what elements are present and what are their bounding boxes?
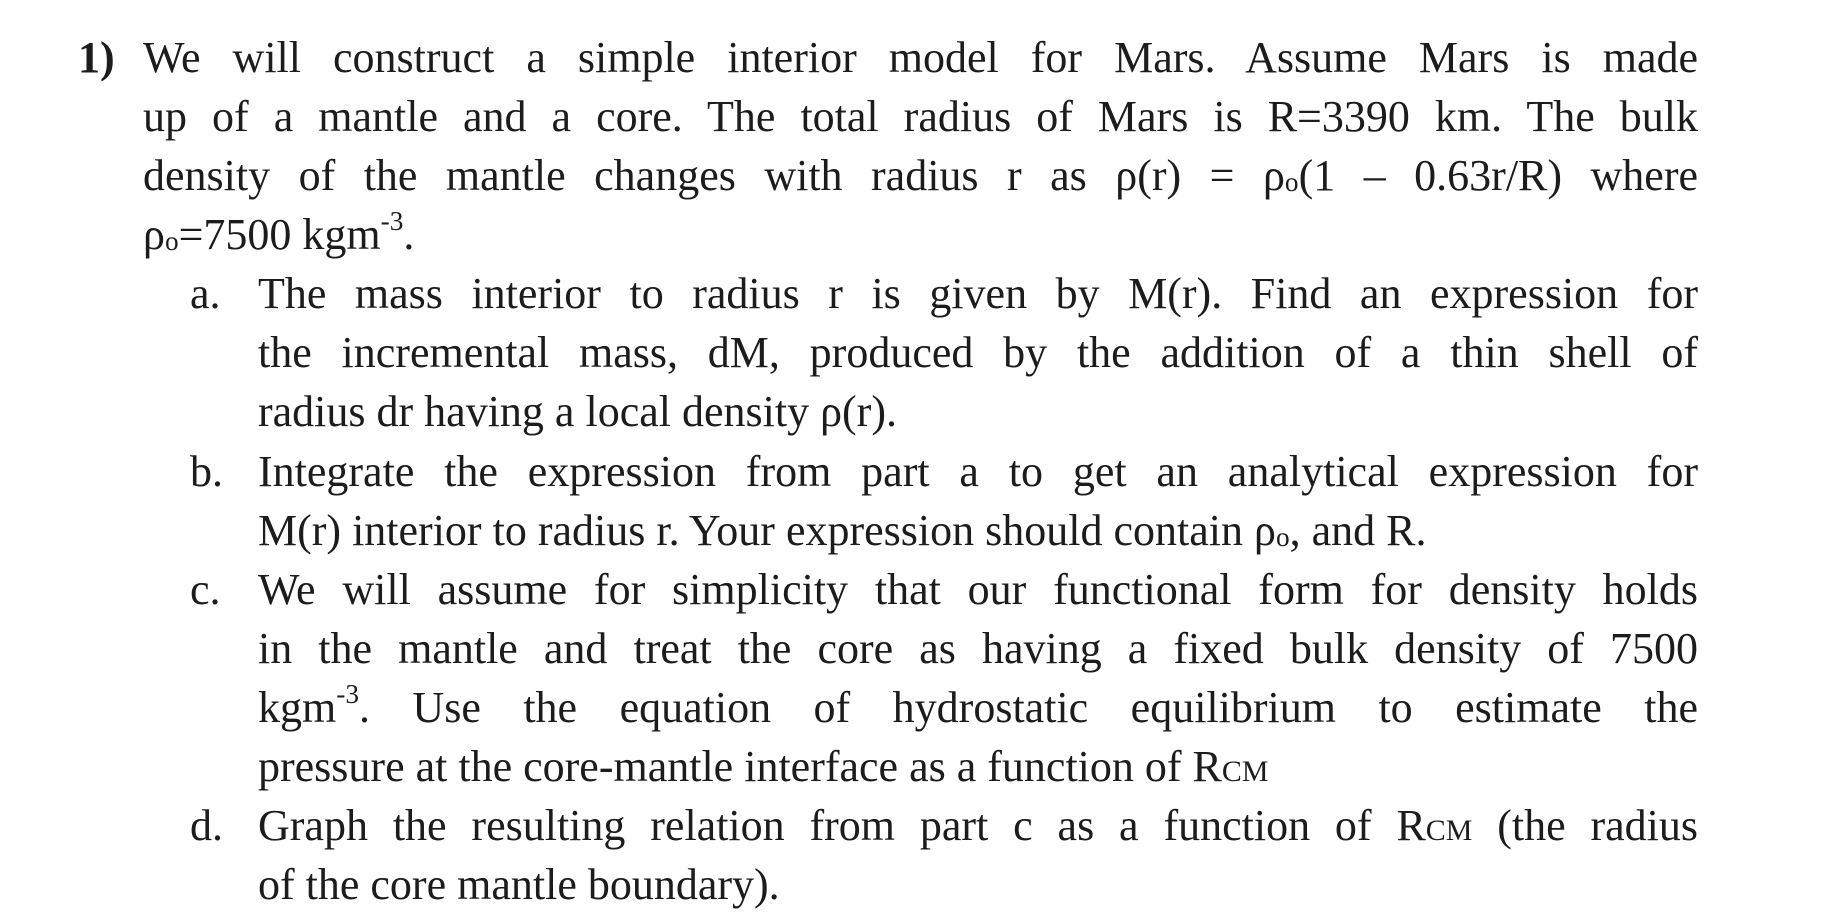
part-a-label: a. — [190, 269, 221, 318]
part-d-label: d. — [190, 801, 223, 850]
rho-subscript: o — [164, 226, 179, 257]
unit-text: kgm — [258, 683, 337, 732]
part-d-line-1-end: (the radius — [1472, 801, 1698, 850]
part-b-line-2-text: M(r) interior to radius r. Your expression should contain ρ — [258, 506, 1276, 555]
intro-line-3 — [143, 147, 1698, 205]
part-c-line-4 — [258, 738, 1268, 796]
part-a-line-3: radius dr having a local density ρ(r). — [258, 387, 897, 436]
part-b-label: b. — [190, 447, 223, 496]
rho-symbol: ρ — [143, 210, 165, 259]
intro-line-1: We will construct a simple interior model for Mars. Assume Mars is made — [143, 33, 1698, 82]
part-c-line-3-text: . Use the equation of hydrostatic equilibrium to estimate the — [358, 683, 1698, 732]
question-number: 1) — [78, 33, 115, 82]
part-c-label: c. — [190, 565, 221, 614]
rho-subscript: o — [1275, 522, 1290, 553]
intro-line-2: up of a mantle and a core. The total radius of Mars is R=3390 km. The bulk — [143, 92, 1698, 141]
part-c-line-3 — [258, 679, 1698, 737]
part-c-line-1: We will assume for simplicity that our functional form for density holds — [258, 565, 1698, 614]
part-d-line-1-text: Graph the resulting relation from part c as a function of R — [258, 801, 1426, 850]
part-b-line-2-end: , and R. — [1289, 506, 1427, 555]
part-b-line-2 — [258, 502, 1426, 560]
part-d-line-1 — [258, 797, 1698, 855]
intro-line-3-rest: (1 – 0.63r/R) where — [1298, 151, 1699, 200]
part-c-line-2: in the mantle and treat the core as having a fixed bulk density of 7500 — [258, 624, 1698, 673]
density-value: =7500 kgm — [178, 210, 381, 259]
cm-subscript: CM — [1221, 755, 1269, 788]
intro-line-3-text: density of the mantle changes with radius r as ρ(r) = ρ — [143, 151, 1285, 200]
intro-line-4 — [143, 206, 414, 264]
rho-subscript: o — [1284, 167, 1299, 198]
cm-subscript: CM — [1425, 814, 1473, 847]
part-a-line-1: The mass interior to radius r is given by M(r). Find an expression for — [258, 269, 1698, 318]
period: . — [403, 210, 415, 259]
exponent: -3 — [336, 678, 359, 709]
part-c-line-4-text: pressure at the core-mantle interface as a function of R — [258, 742, 1222, 791]
exponent: -3 — [380, 205, 404, 236]
part-d-line-2: of the core mantle boundary). — [258, 860, 780, 909]
part-a-line-2: the incremental mass, dM, produced by the addition of a thin shell of — [258, 328, 1698, 377]
part-b-line-1: Integrate the expression from part a to get an analytical expression for — [258, 447, 1698, 496]
